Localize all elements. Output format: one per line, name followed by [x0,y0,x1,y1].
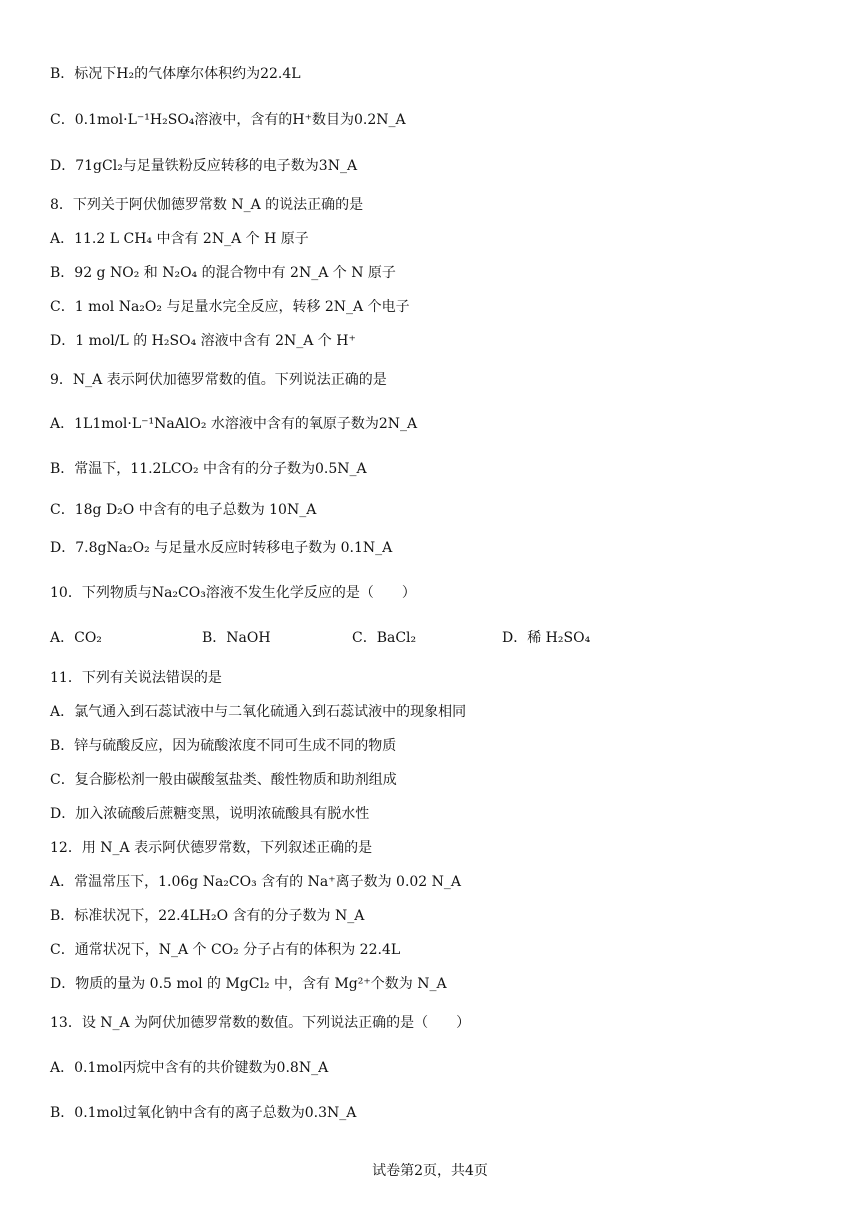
q11-option-c: C．复合膨松剂一般由碳酸氢盐类、酸性物质和助剂组成 [50,772,397,788]
q9-option-d: D．7.8gNa₂O₂ 与足量水反应时转移电子数为 0.1N_A [50,540,393,556]
q10-option-d: D．稀 H₂SO₄ [502,630,591,646]
q13-option-a: A．0.1mol丙烷中含有的共价键数为0.8N_A [50,1060,329,1076]
q11-option-b: B．锌与硫酸反应，因为硫酸浓度不同可生成不同的物质 [50,738,397,754]
q10-option-b: B．NaOH [202,630,271,646]
q8-stem: 8．下列关于阿伏伽德罗常数 N_A 的说法正确的是 [50,197,364,213]
q9-option-b: B．常温下，11.2LCO₂ 中含有的分子数为0.5N_A [50,461,367,477]
q10-stem: 10．下列物质与Na₂CO₃溶液不发生化学反应的是（ ） [50,585,416,601]
q9-option-c: C．18g D₂O 中含有的电子总数为 10N_A [50,502,317,518]
q11-stem: 11．下列有关说法错误的是 [50,670,222,686]
q13-option-b: B．0.1mol过氧化钠中含有的离子总数为0.3N_A [50,1105,357,1121]
q12-option-c: C．通常状况下，N_A 个 CO₂ 分子占有的体积为 22.4L [50,942,401,958]
q12-option-d: D．物质的量为 0.5 mol 的 MgCl₂ 中，含有 Mg²⁺个数为 N_A [50,976,447,992]
page-footer: 试卷第2页，共4页 [372,1163,488,1179]
q12-stem: 12．用 N_A 表示阿伏德罗常数，下列叙述正确的是 [50,840,373,856]
q8-option-a: A．11.2 L CH₄ 中含有 2N_A 个 H 原子 [50,231,309,247]
q11-option-d: D．加入浓硫酸后蔗糖变黑，说明浓硫酸具有脱水性 [50,806,370,822]
q12-option-b: B．标准状况下，22.4LH₂O 含有的分子数为 N_A [50,908,365,924]
q12-option-a: A．常温常压下，1.06g Na₂CO₃ 含有的 Na⁺离子数为 0.02 N_A [50,874,462,890]
q9-stem: 9．N_A 表示阿伏加德罗常数的值。下列说法正确的是 [50,372,387,388]
q9-option-a: A．1L1mol·L⁻¹NaAlO₂ 水溶液中含有的氧原子数为2N_A [50,416,418,432]
q8-option-b: B．92 g NO₂ 和 N₂O₄ 的混合物中有 2N_A 个 N 原子 [50,265,396,281]
q10-option-a: A．CO₂ [50,630,102,646]
q13-stem: 13．设 N_A 为阿伏加德罗常数的数值。下列说法正确的是（ ） [50,1015,471,1031]
q7-option-d: D．71gCl₂与足量铁粉反应转移的电子数为3N_A [50,158,358,174]
q7-option-c: C．0.1mol·L⁻¹H₂SO₄溶液中，含有的H⁺数目为0.2N_A [50,112,406,128]
q8-option-d: D．1 mol/L 的 H₂SO₄ 溶液中含有 2N_A 个 H⁺ [50,333,356,349]
q8-option-c: C．1 mol Na₂O₂ 与足量水完全反应，转移 2N_A 个电子 [50,299,410,315]
q11-option-a: A．氯气通入到石蕊试液中与二氧化硫通入到石蕊试液中的现象相同 [50,704,467,720]
q7-option-b: B．标况下H₂的气体摩尔体积约为22.4L [50,66,301,82]
q10-option-c: C．BaCl₂ [352,630,417,646]
